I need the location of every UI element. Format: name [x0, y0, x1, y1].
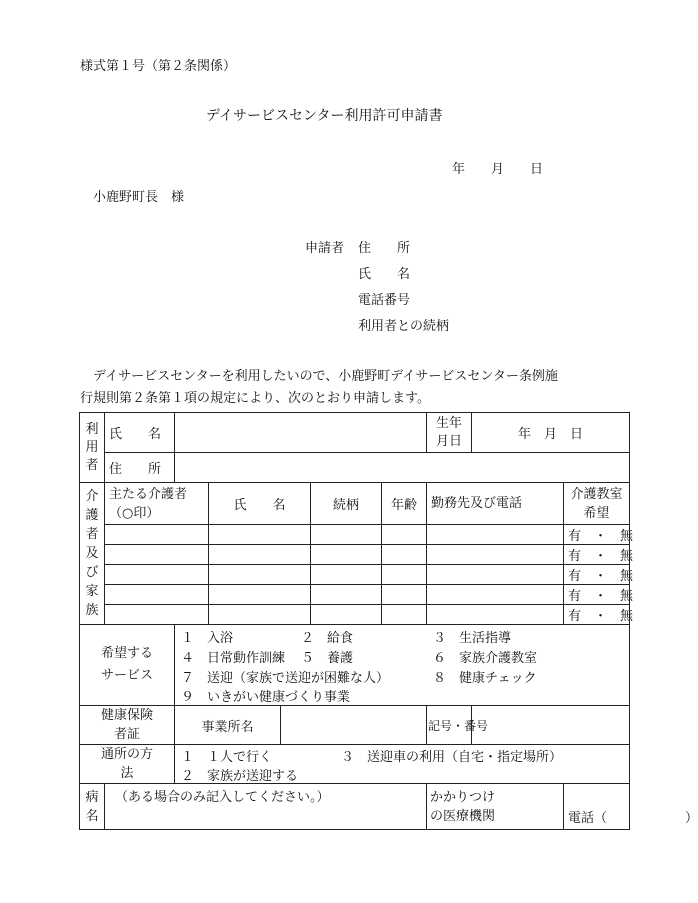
family-header-name: 氏 名 [209, 483, 311, 525]
family-section-label: 介護者及び家族 [80, 483, 105, 625]
disease-note: （ある場合のみ記入してください。） [115, 790, 330, 805]
applicant-name-field[interactable]: 氏 名 [358, 267, 411, 282]
user-section-label: 利用者 [80, 413, 105, 483]
insurance-number-input[interactable] [472, 706, 630, 745]
class-choice[interactable]: 有 ・ 無 [564, 565, 630, 585]
date-field[interactable]: 年 月 日 [452, 162, 544, 177]
class-choice[interactable]: 有 ・ 無 [564, 605, 630, 625]
user-name-input[interactable] [175, 413, 427, 453]
insurance-office-label: 事業所名 [175, 706, 281, 745]
commute-option[interactable]: ３ 送迎車の利用（自宅・指定場所） [341, 750, 563, 765]
commute-label: 通所の方法 [80, 745, 175, 784]
applicant-phone-field[interactable]: 電話番号 [358, 293, 411, 308]
insurance-label: 健康保険者証 [80, 706, 175, 745]
service-option[interactable]: ８ 健康チェック [433, 671, 537, 686]
insurance-number-label: 記号・番号 [427, 706, 472, 745]
insurance-office-input[interactable] [281, 706, 427, 745]
addressee: 小鹿野町長 様 [93, 190, 185, 205]
family-header-relation: 続柄 [311, 483, 382, 525]
disease-label: 病名 [80, 784, 105, 830]
document-title: デイサービスセンター利用許可申請書 [206, 108, 443, 124]
service-option[interactable]: ５ 養護 [301, 651, 354, 666]
disease-input[interactable] [105, 784, 427, 830]
intro-text: デイサービスセンターを利用したいので、小鹿野町デイサービスセンター条例施行規則第２条第１項の規定により、次のとおり申請します。 [80, 369, 558, 406]
user-name-label: 氏 名 [105, 413, 175, 453]
family-row [80, 525, 630, 545]
service-section-label: 希望するサービス [80, 625, 175, 706]
user-birth-label: 生年月日 [427, 413, 472, 453]
doctor-phone: 電話（ ） [568, 811, 698, 826]
doctor-label: かかりつけの医療機関 [427, 784, 564, 830]
class-choice[interactable]: 有 ・ 無 [564, 525, 630, 545]
family-row [80, 605, 630, 625]
class-choice[interactable]: 有 ・ 無 [564, 585, 630, 605]
applicant-address-field[interactable]: 住 所 [358, 241, 411, 256]
commute-option[interactable]: ２ 家族が送迎する [181, 769, 299, 784]
family-header-class: 介護教室希望 [564, 483, 630, 525]
service-options[interactable] [175, 625, 630, 706]
family-row [80, 545, 630, 565]
service-option[interactable]: ９ いきがい健康づくり事業 [181, 690, 351, 705]
user-birth-input[interactable]: 年 月 日 [472, 413, 630, 453]
form-number: 様式第１号（第２条関係） [80, 59, 237, 74]
family-header-workplace: 勤務先及び電話 [427, 483, 564, 525]
family-header-caregiver: 主たる介護者（○印） [105, 483, 209, 525]
service-option[interactable]: １ 入浴 [181, 631, 234, 646]
application-form-table [79, 412, 698, 830]
family-header-age: 年齢 [382, 483, 427, 525]
service-option[interactable]: ４ 日常動作訓練 [181, 651, 286, 666]
service-option[interactable]: ２ 給食 [301, 631, 354, 646]
service-option[interactable]: ６ 家族介護教室 [433, 651, 538, 666]
class-choice[interactable]: 有 ・ 無 [564, 545, 630, 565]
applicant-relation-field[interactable]: 利用者との続柄 [358, 319, 450, 334]
doctor-phone-input[interactable] [564, 784, 698, 830]
commute-options[interactable] [175, 745, 630, 784]
service-option[interactable]: ７ 送迎（家族で送迎が困難な人） [181, 671, 390, 686]
service-option[interactable]: ３ 生活指導 [433, 631, 512, 646]
user-address-input[interactable] [175, 453, 630, 483]
user-address-label: 住 所 [105, 453, 175, 483]
family-row [80, 565, 630, 585]
family-row [80, 585, 630, 605]
commute-option[interactable]: １ １人で行く [181, 750, 273, 765]
applicant-label: 申請者 [305, 241, 345, 256]
